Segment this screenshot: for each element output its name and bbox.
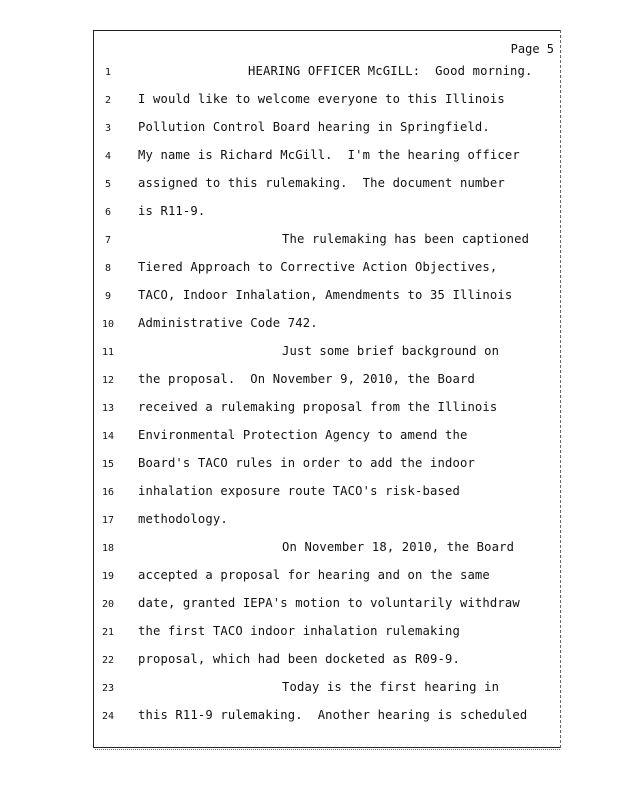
line-number: 12 — [101, 375, 115, 386]
line-number: 21 — [101, 627, 115, 638]
transcript-line — [0, 91, 618, 111]
line-text: inhalation exposure route TACO's risk-based — [138, 484, 460, 498]
line-text: Administrative Code 742. — [138, 316, 318, 330]
line-text: the first TACO indoor inhalation rulemaking — [138, 624, 460, 638]
line-number: 14 — [101, 431, 115, 442]
line-number: 5 — [104, 179, 112, 190]
line-text: The rulemaking has been captioned — [282, 232, 530, 246]
line-number: 11 — [101, 347, 115, 358]
line-text: assigned to this rulemaking. The document number — [138, 176, 505, 190]
line-number: 23 — [101, 683, 115, 694]
transcript-line — [0, 707, 618, 727]
line-text: the proposal. On November 9, 2010, the Board — [138, 372, 475, 386]
transcript-line — [0, 203, 618, 223]
transcript-line — [0, 147, 618, 167]
line-text: date, granted IEPA's motion to voluntarily withdraw — [138, 596, 520, 610]
line-number: 18 — [101, 543, 115, 554]
line-text: HEARING OFFICER McGILL: Good morning. — [248, 64, 533, 78]
transcript-line — [0, 371, 618, 391]
page-bottom-edge — [95, 749, 560, 750]
transcript-line — [0, 455, 618, 475]
transcript-line — [0, 315, 618, 335]
line-text: proposal, which had been docketed as R09-9. — [138, 652, 460, 666]
transcript-line — [0, 679, 618, 699]
line-number: 1 — [104, 67, 112, 78]
line-text: Just some brief background on — [282, 344, 500, 358]
line-text: Pollution Control Board hearing in Springfield. — [138, 120, 490, 134]
transcript-line — [0, 175, 618, 195]
line-number: 22 — [101, 655, 115, 666]
transcript-line — [0, 259, 618, 279]
transcript-line — [0, 539, 618, 559]
line-text: methodology. — [138, 512, 228, 526]
line-text: TACO, Indoor Inhalation, Amendments to 35 Illinois — [138, 288, 513, 302]
line-number: 16 — [101, 487, 115, 498]
line-text: received a rulemaking proposal from the Illinois — [138, 400, 498, 414]
transcript-line — [0, 343, 618, 363]
line-text: Board's TACO rules in order to add the indoor — [138, 456, 475, 470]
line-text: Tiered Approach to Corrective Action Objectives, — [138, 260, 498, 274]
line-number: 10 — [101, 319, 115, 330]
transcript-line — [0, 567, 618, 587]
line-number: 20 — [101, 599, 115, 610]
transcript-line — [0, 483, 618, 503]
transcript-line — [0, 63, 618, 83]
transcript-line — [0, 511, 618, 531]
transcript-line — [0, 399, 618, 419]
line-text: On November 18, 2010, the Board — [282, 540, 515, 554]
line-text: My name is Richard McGill. I'm the hearing officer — [138, 148, 520, 162]
line-text: this R11-9 rulemaking. Another hearing is scheduled — [138, 708, 528, 722]
line-text: accepted a proposal for hearing and on the same — [138, 568, 490, 582]
line-number: 4 — [104, 151, 112, 162]
line-number: 17 — [101, 515, 115, 526]
transcript-line — [0, 595, 618, 615]
line-number: 6 — [104, 207, 112, 218]
transcript-line — [0, 651, 618, 671]
line-text: is R11-9. — [138, 204, 206, 218]
transcript-line — [0, 287, 618, 307]
line-text: Environmental Protection Agency to amend the — [138, 428, 468, 442]
line-number: 15 — [101, 459, 115, 470]
line-number: 24 — [101, 711, 115, 722]
transcript-line — [0, 623, 618, 643]
line-number: 9 — [104, 291, 112, 302]
line-number: 8 — [104, 263, 112, 274]
line-number: 19 — [101, 571, 115, 582]
line-number: 2 — [104, 95, 112, 106]
line-number: 13 — [101, 403, 115, 414]
page-number: Page 5 — [510, 42, 554, 56]
line-number: 7 — [104, 235, 112, 246]
line-text: Today is the first hearing in — [282, 680, 500, 694]
transcript-line — [0, 427, 618, 447]
line-number: 3 — [104, 123, 112, 134]
transcript-line — [0, 119, 618, 139]
line-text: I would like to welcome everyone to this Illinois — [138, 92, 505, 106]
transcript-line — [0, 231, 618, 251]
